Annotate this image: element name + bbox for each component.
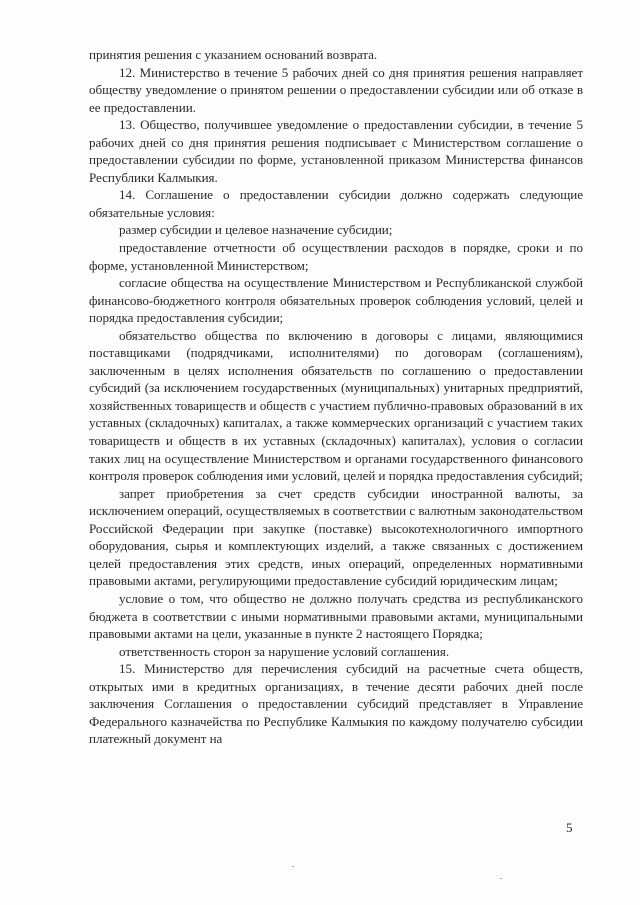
condition-subsidy-size: размер субсидии и целевое назначение субсидии; bbox=[119, 222, 393, 238]
condition-no-double-funding: условие о том, что общество не должно получать средства из республиканского бюджета в соответствии с иными нормативными правовыми актами, муниципальными правовыми актами на цели, указанные в пункте 2 настоящего Порядка; bbox=[89, 590, 583, 642]
page-number: 5 bbox=[566, 820, 573, 835]
scan-speck bbox=[292, 866, 294, 867]
paragraph-clause-12: 12. Министерство в течение 5 рабочих дней со дня принятия решения направляет обществу уведомление о принятом решении о предоставлении субсидии или об отказе в ее предоставлении. bbox=[89, 64, 583, 115]
condition-currency-ban: запрет приобретения за счет средств субсидии иностранной валюты, за исключением операций, осуществляемых в соответствии с валютным законодательством Российской Федерации при закупке (поставке) высокотехнологичного импортного оборудования, сырья и комплектующих изделий, а также связанных с достижением целей предоставления этих средств, иных операций, определенных нормативными правовыми актами, регулирующими предоставление субсидий юридическим лицам; bbox=[89, 485, 583, 589]
paragraph-clause-14: 14. Соглашение о предоставлении субсидии должно содержать следующие обязательные условия: bbox=[89, 187, 583, 220]
condition-liability: ответственность сторон за нарушение условий соглашения. bbox=[119, 643, 450, 659]
paragraph-continuation: принятия решения с указанием оснований возврата. bbox=[89, 47, 378, 62]
condition-inspection-consent: согласие общества на осуществление Министерством и Республиканской службой финансово-бюджетного контроля обязательных проверок соблюдения условий, целей и порядка предоставления субсидии; bbox=[89, 275, 583, 326]
scan-speck bbox=[500, 878, 502, 879]
paragraph-clause-13: 13. Общество, получившее уведомление о предоставлении субсидии, в течение 5 рабочих дней со дня принятия решения подписывает с Министерством соглашение о предоставлении субсидии по форме, установленной приказом Министерства финансов Республики Калмыкия. bbox=[89, 117, 583, 185]
condition-contractor-obligation: обязательство общества по включению в договоры с лицами, являющимися поставщиками (подрядчиками, исполнителями) по договорам (соглашениям), заключенным в целях исполнения обязательств по соглашению о предоставлении субсидий (за исключением государственных (муниципальных) унитарных предприятий, хозяйственных товариществ и обществ с участием публично-правовых образований в их уставных (складочных) капиталах, а также коммерческих организаций с участием таких товариществ и обществ в их уставных (складочных) капиталах), условия о согласии таких лиц на осуществление Министерством и органами государственного финансового контроля проверок соблюдения ими условий, целей и порядка предоставления субсидий; bbox=[89, 327, 583, 484]
document-body bbox=[89, 46, 583, 748]
condition-reporting: предоставление отчетности об осуществлении расходов в порядке, сроки и по форме, установленной Министерством; bbox=[89, 240, 583, 273]
paragraph-clause-15: 15. Министерство для перечисления субсидий на расчетные счета обществ, открытых ими в кредитных организациях, в течение десяти рабочих дней после заключения Соглашения о предоставлении субсидий представляет в Управление Федерального казначейства по Республике Калмыкия по каждому получателю субсидии платежный документ на bbox=[89, 661, 583, 747]
